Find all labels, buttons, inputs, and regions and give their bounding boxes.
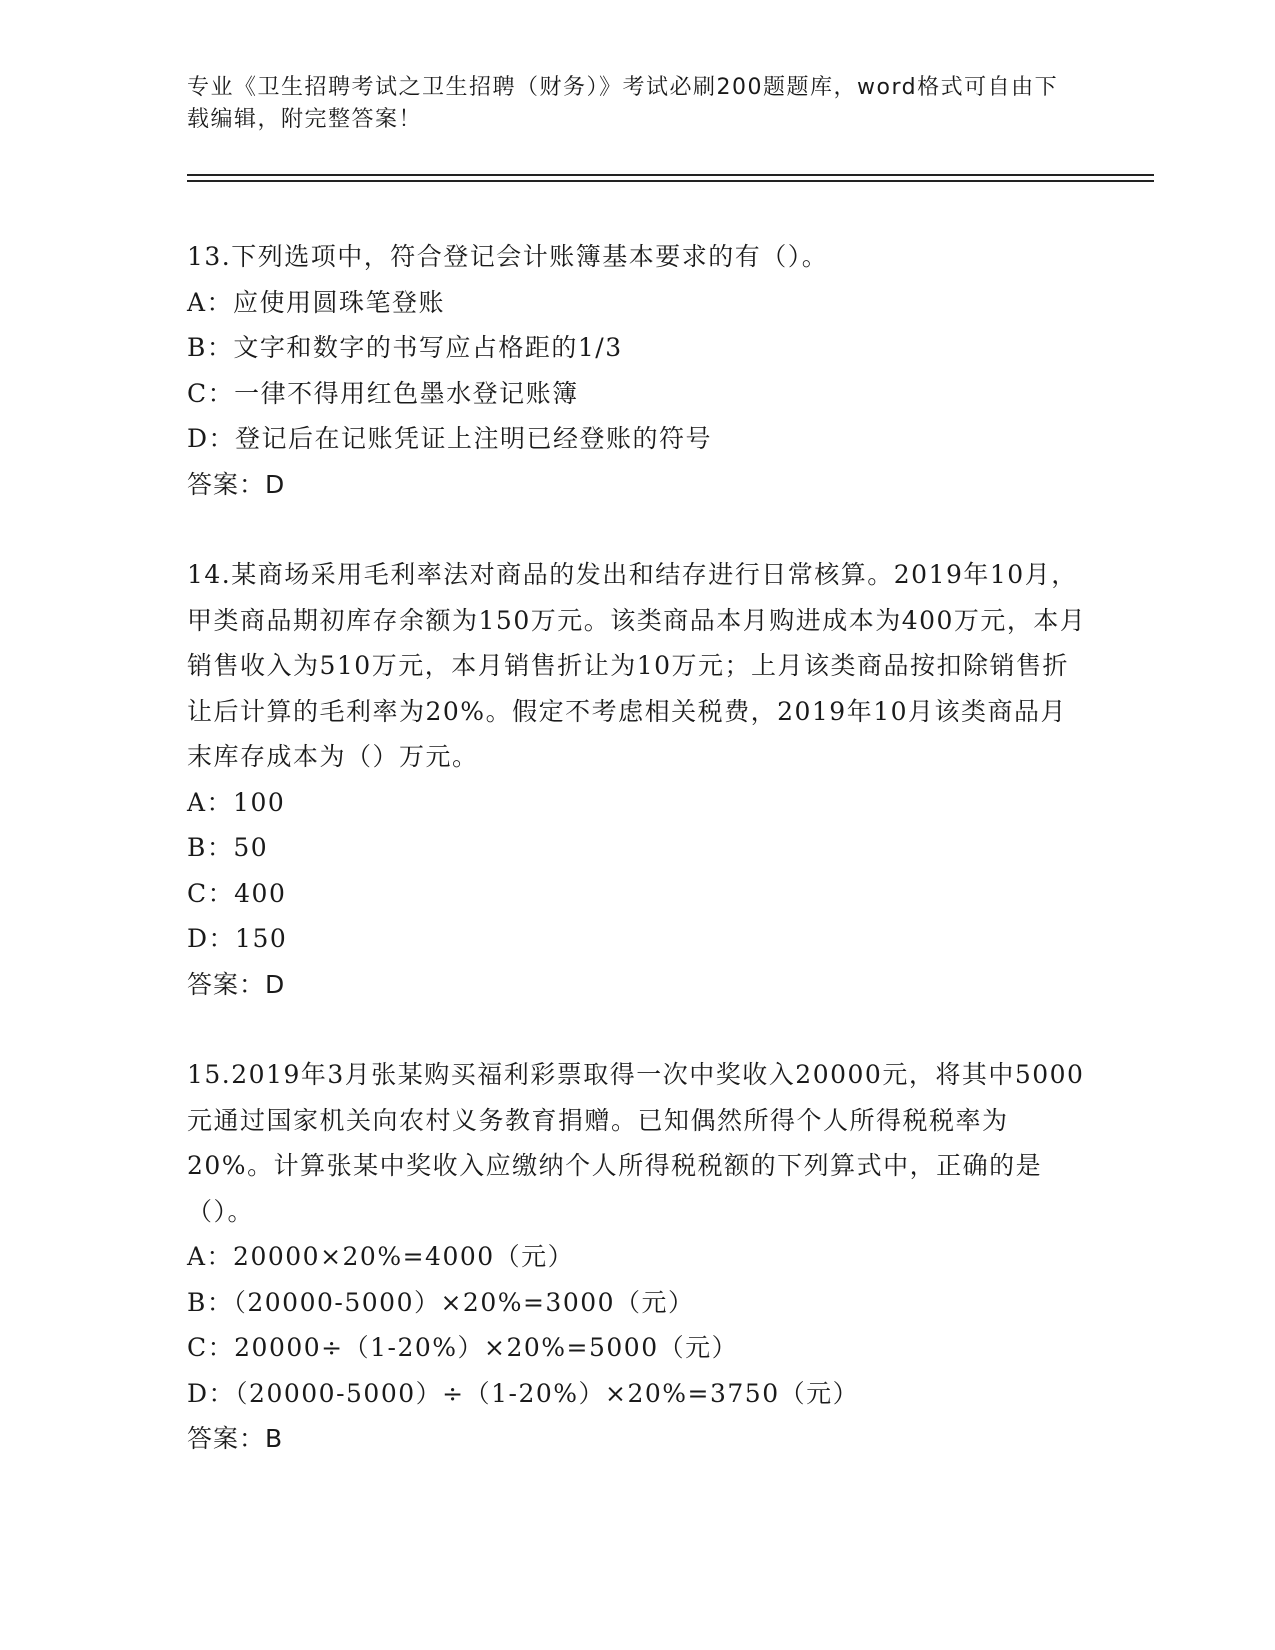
question-stem: 13.下列选项中，符合登记会计账簿基本要求的有（）。 <box>187 242 829 271</box>
question-14 <box>187 552 1087 1007</box>
answer: 答案：D <box>187 469 286 499</box>
option-a: A：100 <box>187 787 286 817</box>
option-a: A：20000×20%=4000（元） <box>187 1242 575 1271</box>
option-d: D：150 <box>187 924 288 953</box>
question-13 <box>187 234 1087 507</box>
option-b: B：50 <box>187 833 269 862</box>
option-d: D：（20000-5000）÷（1-20%）×20%=3750（元） <box>187 1378 860 1408</box>
option-a: A：应使用圆珠笔登账 <box>187 287 446 317</box>
option-b: B：文字和数字的书写应占格距的1/3 <box>187 333 623 362</box>
header-divider-top <box>187 174 1154 176</box>
option-c: C：400 <box>187 878 287 908</box>
option-c: C：20000÷（1-20%）×20%=5000（元） <box>187 1333 739 1362</box>
header-divider-bottom <box>187 180 1154 182</box>
question-stem: 14.某商场采用毛利率法对商品的发出和结存进行日常核算。2019年10月，甲类商品期初库存余额为150万元。该类商品本月购进成本为400万元，本月销售收入为510万元，本月销售折让为10万元；上月该类商品按扣除销售折让后计算的毛利率为20%。假定不考虑相关税费，2019年10月该类商品月末库存成本为（）万元。 <box>187 560 1087 771</box>
option-c: C：一律不得用红色墨水登记账簿 <box>187 378 579 408</box>
answer: 答案：D <box>187 969 286 999</box>
question-15 <box>187 1052 1087 1462</box>
option-b: B：（20000-5000）×20%=3000（元） <box>187 1287 695 1317</box>
option-d: D：登记后在记账凭证上注明已经登账的符号 <box>187 424 713 453</box>
answer: 答案：B <box>187 1424 284 1453</box>
document-header: 专业《卫生招聘考试之卫生招聘（财务）》考试必刷200题题库，word格式可自由下载编辑，附完整答案！ <box>187 75 1059 132</box>
question-stem: 15.2019年3月张某购买福利彩票取得一次中奖收入20000元，将其中5000元通过国家机关向农村义务教育捐赠。已知偶然所得个人所得税税率为20%。计算张某中奖收入应缴纳个人所得税税额的下列算式中，正确的是（）。 <box>187 1060 1085 1226</box>
